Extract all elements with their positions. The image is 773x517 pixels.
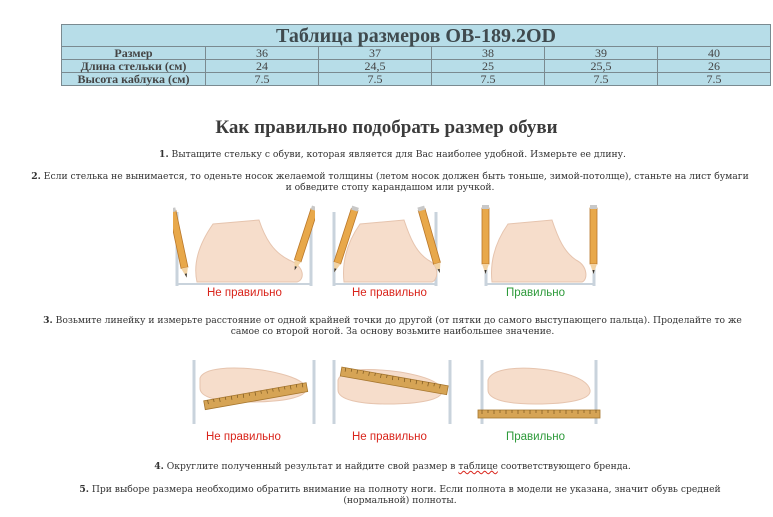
row-label-insole-length: Длина стельки (см) <box>62 60 206 73</box>
outline-panel-right <box>478 204 602 299</box>
step-number: 1. <box>159 149 169 160</box>
table-cell: 40 <box>658 47 771 60</box>
foot-outline-illustration <box>324 204 444 294</box>
step-text-misspelled: таблице <box>458 461 498 472</box>
step-text: Возьмите линейку и измерьте расстояние от одной крайней точки до другой (от пятки до самого выступающего пальца). Проделайте то же самое со второй ногой. За основу возьмите наибольшее значение. <box>52 315 742 337</box>
step-number: 5. <box>79 484 89 495</box>
caption-right: Правильно <box>506 287 566 299</box>
caption-wrong: Не правильно <box>207 287 282 299</box>
step-1 <box>30 149 755 160</box>
outline-panel-wrong-2 <box>324 204 444 299</box>
step-text: соответствующего бренда. <box>497 461 631 472</box>
foot-outline-illustration <box>478 204 602 294</box>
table-cell: 25,5 <box>545 60 658 73</box>
table-cell: 38 <box>432 47 545 60</box>
step-text: Если стелька не вынимается, то оденьте носок желаемой толщины (летом носок должен быть тоньше, зимой-потолще), станьте на лист бумаги и обведите стопу карандашом или ручкой. <box>40 171 749 193</box>
table-cell: 7.5 <box>319 73 432 86</box>
step-text: Вытащите стельку с обуви, которая является для Вас наиболее удобной. Измерьте ее длину. <box>168 149 626 160</box>
caption-wrong: Не правильно <box>352 431 427 443</box>
foot-outline-illustration <box>173 204 315 294</box>
row-label-size: Размер <box>62 47 206 60</box>
table-cell: 7.5 <box>206 73 319 86</box>
guide-title: Как правильно подобрать размер обуви <box>215 117 558 138</box>
table-cell: 26 <box>658 60 771 73</box>
ruler-panel-wrong-2 <box>330 358 454 448</box>
step-text: Округлите полученный результат и найдите свой размер в <box>163 461 459 472</box>
step-2 <box>30 171 750 193</box>
size-table-title: Таблица размеров OB-189.2OD <box>62 25 771 47</box>
caption-wrong: Не правильно <box>352 287 427 299</box>
step-3 <box>30 315 755 337</box>
table-cell: 7.5 <box>545 73 658 86</box>
ruler-measure-illustration <box>190 358 318 428</box>
size-table <box>61 24 771 86</box>
ruler-panel-right <box>476 358 602 448</box>
ruler-measure-illustration <box>330 358 454 428</box>
table-cell: 24,5 <box>319 60 432 73</box>
table-cell: 39 <box>545 47 658 60</box>
caption-wrong: Не правильно <box>206 431 281 443</box>
step-5 <box>60 484 740 506</box>
step-number: 2. <box>31 171 41 182</box>
table-cell: 24 <box>206 60 319 73</box>
step-number: 3. <box>43 315 53 326</box>
step-number: 4. <box>154 461 164 472</box>
ruler-measure-illustration <box>476 358 602 428</box>
step-4 <box>30 461 755 472</box>
table-cell: 37 <box>319 47 432 60</box>
table-cell: 7.5 <box>432 73 545 86</box>
table-row <box>62 47 771 60</box>
caption-right: Правильно <box>506 431 566 443</box>
table-cell: 25 <box>432 60 545 73</box>
ruler-panel-wrong-1 <box>190 358 318 448</box>
table-cell: 7.5 <box>658 73 771 86</box>
table-cell: 36 <box>206 47 319 60</box>
table-row <box>62 60 771 73</box>
step-text: При выборе размера необходимо обратить внимание на полноту ноги. Если полнота в модели не указана, значит обувь средней (нормальной) полноты. <box>88 484 721 506</box>
table-row <box>62 73 771 86</box>
outline-panel-wrong-1 <box>173 204 315 299</box>
row-label-heel-height: Высота каблука (см) <box>62 73 206 86</box>
